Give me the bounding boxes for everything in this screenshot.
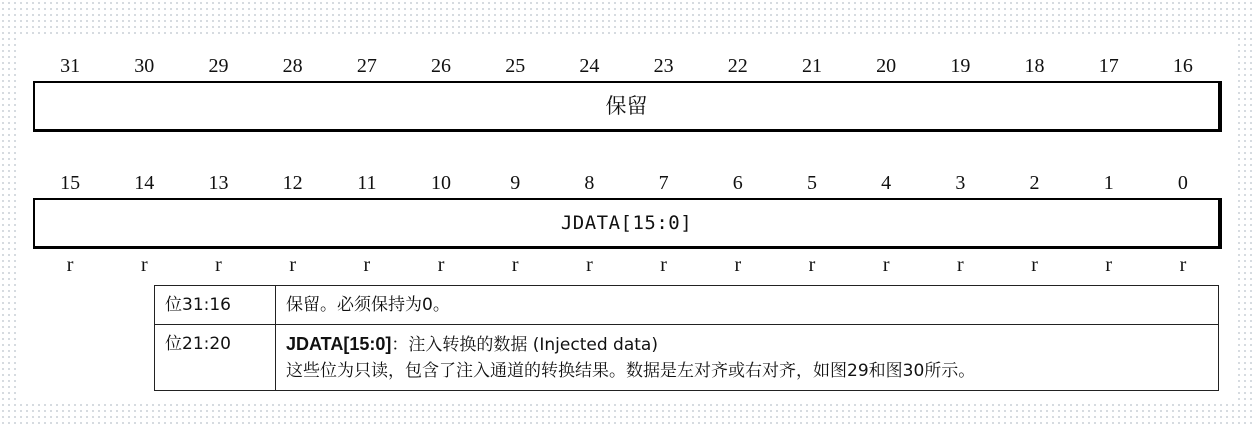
access-type: r bbox=[511, 254, 519, 276]
bit-number: 4 bbox=[881, 172, 892, 194]
access-type: r bbox=[882, 254, 890, 276]
bit-number: 12 bbox=[282, 172, 303, 194]
access-type: r bbox=[808, 254, 816, 276]
access-type: r bbox=[1105, 254, 1113, 276]
access-type: r bbox=[660, 254, 667, 276]
bit-number: 30 bbox=[134, 55, 155, 77]
bit-number: 13 bbox=[208, 172, 229, 194]
bit-number: 21 bbox=[801, 55, 822, 77]
bit-number: 31 bbox=[60, 55, 81, 77]
bit-number: 14 bbox=[134, 172, 155, 194]
access-type: r bbox=[1179, 254, 1187, 276]
access-type-row bbox=[33, 253, 1220, 277]
description-cell bbox=[276, 325, 1219, 391]
access-type: r bbox=[66, 254, 74, 276]
field-title-line bbox=[286, 331, 1208, 358]
bit-number: 7 bbox=[658, 172, 669, 194]
bit-number: 8 bbox=[584, 172, 595, 194]
jdata-field-box bbox=[33, 198, 1222, 249]
access-type: r bbox=[289, 254, 296, 276]
table-row bbox=[155, 286, 1219, 325]
access-type: r bbox=[363, 254, 371, 276]
access-type: r bbox=[957, 254, 964, 276]
reserved-field-box bbox=[33, 81, 1222, 132]
bit-number: 3 bbox=[955, 172, 966, 194]
bit-number: 2 bbox=[1029, 172, 1040, 194]
bit-range-cell: 位31:16 bbox=[155, 286, 276, 325]
bit-number: 9 bbox=[510, 172, 521, 194]
bit-number: 29 bbox=[208, 55, 229, 77]
bit-number: 28 bbox=[282, 55, 303, 77]
field-name: JDATA[15:0] bbox=[286, 334, 392, 354]
description-cell: 保留。必须保持为0。 bbox=[276, 286, 1219, 325]
bit-number: 6 bbox=[732, 172, 743, 194]
access-type: r bbox=[1031, 254, 1038, 276]
bit-number: 25 bbox=[505, 55, 526, 77]
table-row bbox=[155, 325, 1219, 391]
bit-number: 1 bbox=[1103, 172, 1114, 194]
field-title-suffix: ：注入转换的数据 (Injected data) bbox=[391, 335, 658, 355]
access-type: r bbox=[586, 254, 593, 276]
access-type: r bbox=[215, 254, 222, 276]
bit-number: 0 bbox=[1177, 172, 1188, 194]
access-type: r bbox=[437, 254, 445, 276]
bit-number: 11 bbox=[357, 172, 377, 194]
bit-number: 22 bbox=[727, 55, 748, 77]
reserved-field-label: 保留 bbox=[605, 94, 648, 118]
access-type: r bbox=[734, 254, 742, 276]
bit-number: 27 bbox=[356, 55, 377, 77]
bit-description-table bbox=[154, 285, 1219, 391]
bit-number: 23 bbox=[653, 55, 674, 77]
high-bit-numbers bbox=[33, 54, 1220, 78]
bit-number: 26 bbox=[431, 55, 452, 77]
bit-number: 10 bbox=[431, 172, 452, 194]
bit-range-cell: 位21:20 bbox=[155, 325, 276, 391]
access-type: r bbox=[140, 254, 148, 276]
bit-number: 18 bbox=[1024, 55, 1045, 77]
bit-number: 24 bbox=[579, 55, 600, 77]
field-description: 这些位为只读，包含了注入通道的转换结果。数据是左对齐或右对齐，如图29和图30所示。 bbox=[286, 361, 976, 381]
bit-number: 19 bbox=[950, 55, 971, 77]
bit-number: 5 bbox=[806, 172, 817, 194]
jdata-field-label: JDATA[15:0] bbox=[560, 212, 693, 234]
bit-number: 17 bbox=[1098, 55, 1119, 77]
low-bit-numbers bbox=[33, 171, 1220, 195]
bit-number: 20 bbox=[876, 55, 897, 77]
bit-number: 16 bbox=[1172, 55, 1193, 77]
bit-number: 15 bbox=[60, 172, 81, 194]
